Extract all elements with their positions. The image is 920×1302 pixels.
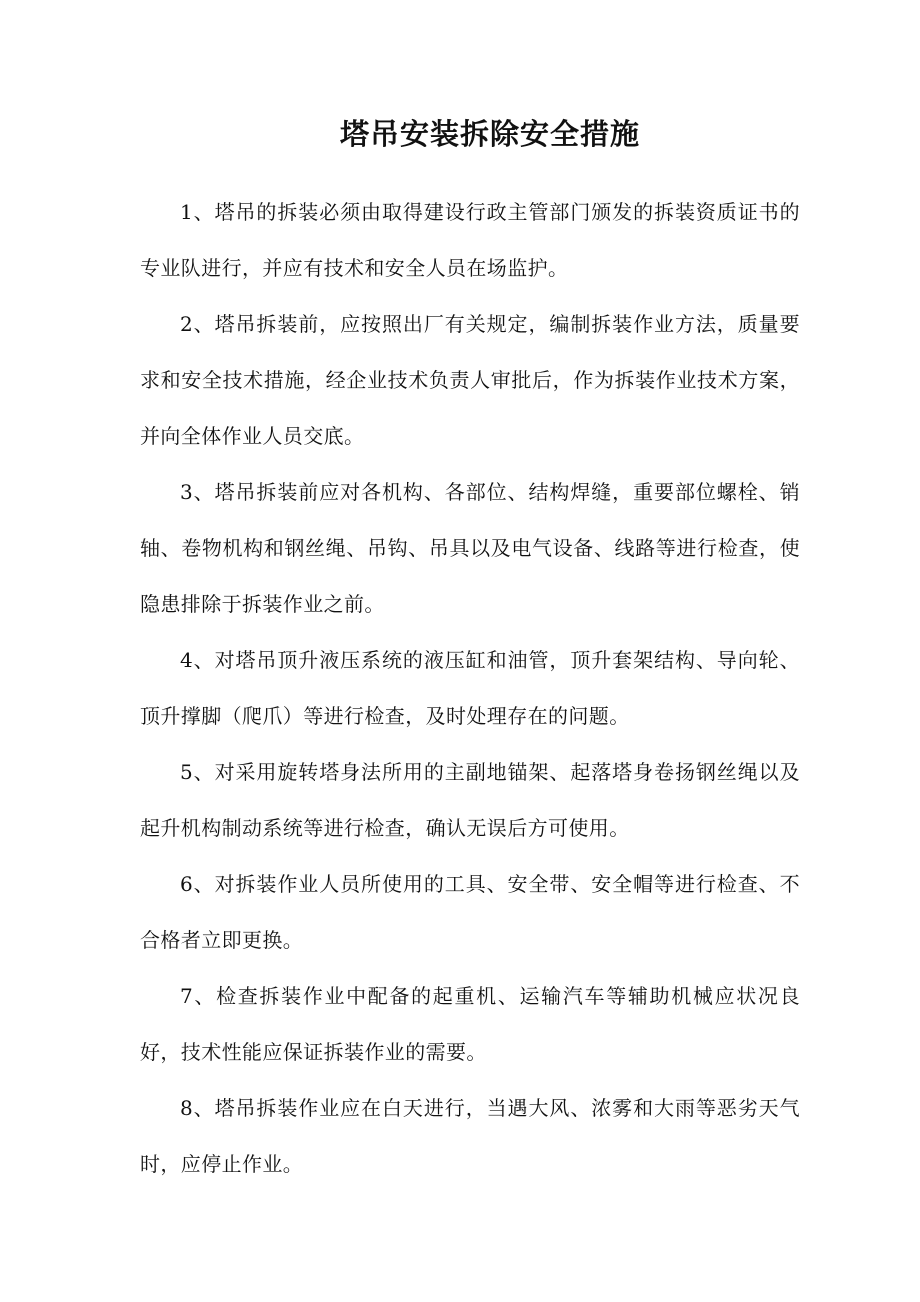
paragraph-4: 4、对塔吊顶升液压系统的液压缸和油管，顶升套架结构、导向轮、顶升撑脚（爬爪）等进行检查，及时处理存在的问题。 (140, 648, 800, 728)
page-title: 塔吊安装拆除安全措施 (339, 117, 640, 151)
paragraph-7: 7、检查拆装作业中配备的起重机、运输汽车等辅助机械应状况良好，技术性能应保证拆装作业的需要。 (140, 984, 800, 1064)
paragraph-8: 8、塔吊拆装作业应在白天进行，当遇大风、浓雾和大雨等恶劣天气时，应停止作业。 (140, 1096, 800, 1176)
paragraph-2: 2、塔吊拆装前，应按照出厂有关规定，编制拆装作业方法，质量要求和安全技术措施，经企业技术负责人审批后，作为拆装作业技术方案，并向全体作业人员交底。 (140, 312, 800, 448)
paragraph-3: 3、塔吊拆装前应对各机构、各部位、结构焊缝，重要部位螺栓、销轴、卷物机构和钢丝绳、吊钩、吊具以及电气设备、线路等进行检查，使隐患排除于拆装作业之前。 (140, 480, 800, 616)
paragraph-5: 5、对采用旋转塔身法所用的主副地锚架、起落塔身卷扬钢丝绳以及起升机构制动系统等进行检查，确认无误后方可使用。 (140, 760, 800, 840)
paragraph-1: 1、塔吊的拆装必须由取得建设行政主管部门颁发的拆装资质证书的专业队进行，并应有技术和安全人员在场监护。 (140, 200, 800, 280)
document-body (140, 184, 800, 1192)
paragraph-6: 6、对拆装作业人员所使用的工具、安全带、安全帽等进行检查、不合格者立即更换。 (140, 872, 800, 952)
